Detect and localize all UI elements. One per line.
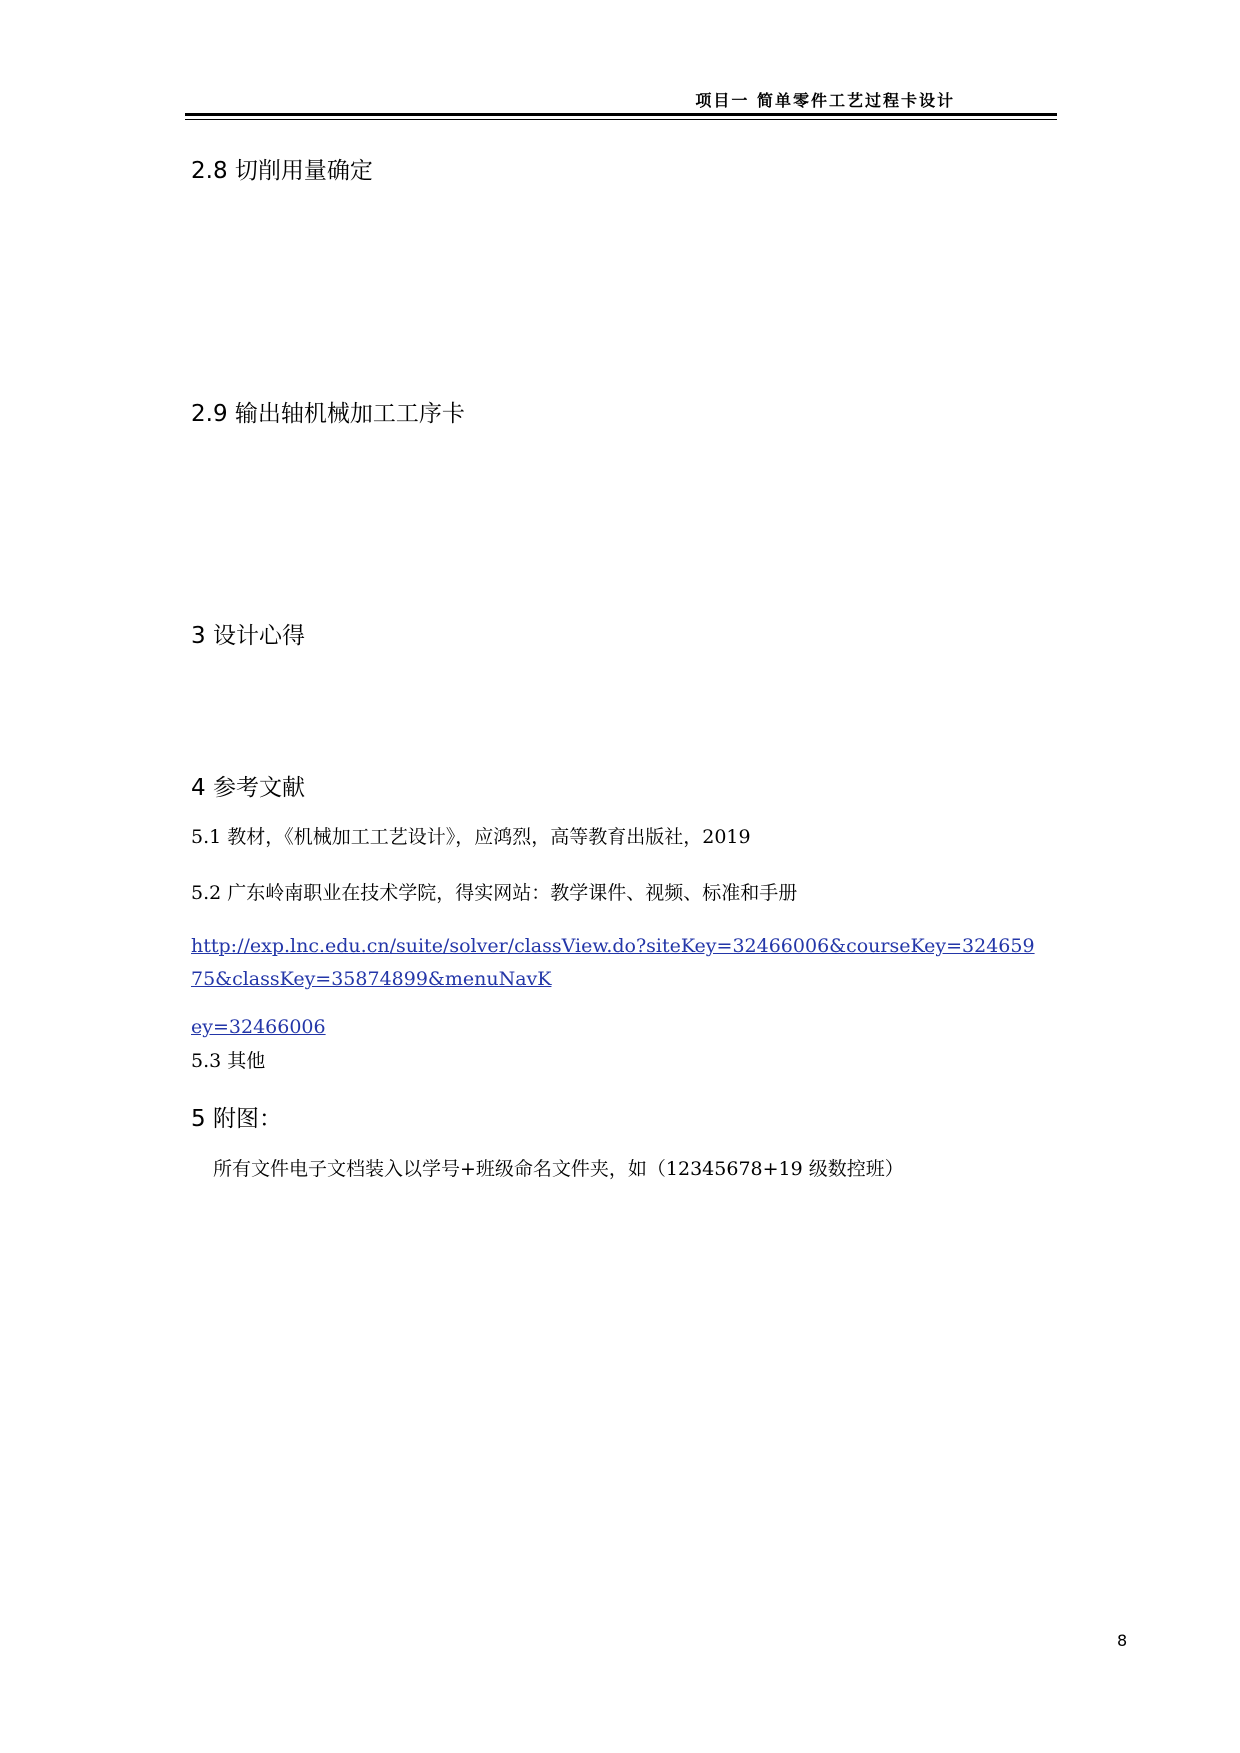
reference-5-1: 5.1 教材，《机械加工工艺设计》，应鸿烈，高等教育出版社，2019 (191, 826, 751, 848)
header-rule-thick (185, 113, 1057, 116)
section-heading-2-9: 2.9 输出轴机械加工工序卡 (191, 401, 465, 427)
appendix-paragraph: 所有文件电子文档装入以学号+班级命名文件夹，如（12345678+19 级数控班） (213, 1158, 904, 1180)
reference-link-line-3[interactable]: ey=32466006 (191, 1016, 326, 1038)
reference-5-2: 5.2 广东岭南职业在技术学院，得实网站：教学课件、视频、标准和手册 (191, 882, 798, 904)
reference-link-line-2[interactable]: 75&classKey=35874899&menuNavK (191, 968, 552, 990)
section-heading-2-8: 2.8 切削用量确定 (191, 158, 373, 184)
section-heading-3: 3 设计心得 (191, 623, 305, 649)
page-number: 8 (1117, 1631, 1128, 1650)
reference-link-line-1[interactable]: http://exp.lnc.edu.cn/suite/solver/classView.do?siteKey=32466006&courseKey=324659 (191, 935, 1035, 957)
section-heading-4: 4 参考文献 (191, 775, 305, 801)
running-header: 项目一 简单零件工艺过程卡设计 (695, 91, 955, 110)
reference-5-3: 5.3 其他 (191, 1050, 266, 1072)
header-rule-thin (185, 119, 1057, 120)
section-heading-5: 5 附图： (191, 1106, 282, 1132)
